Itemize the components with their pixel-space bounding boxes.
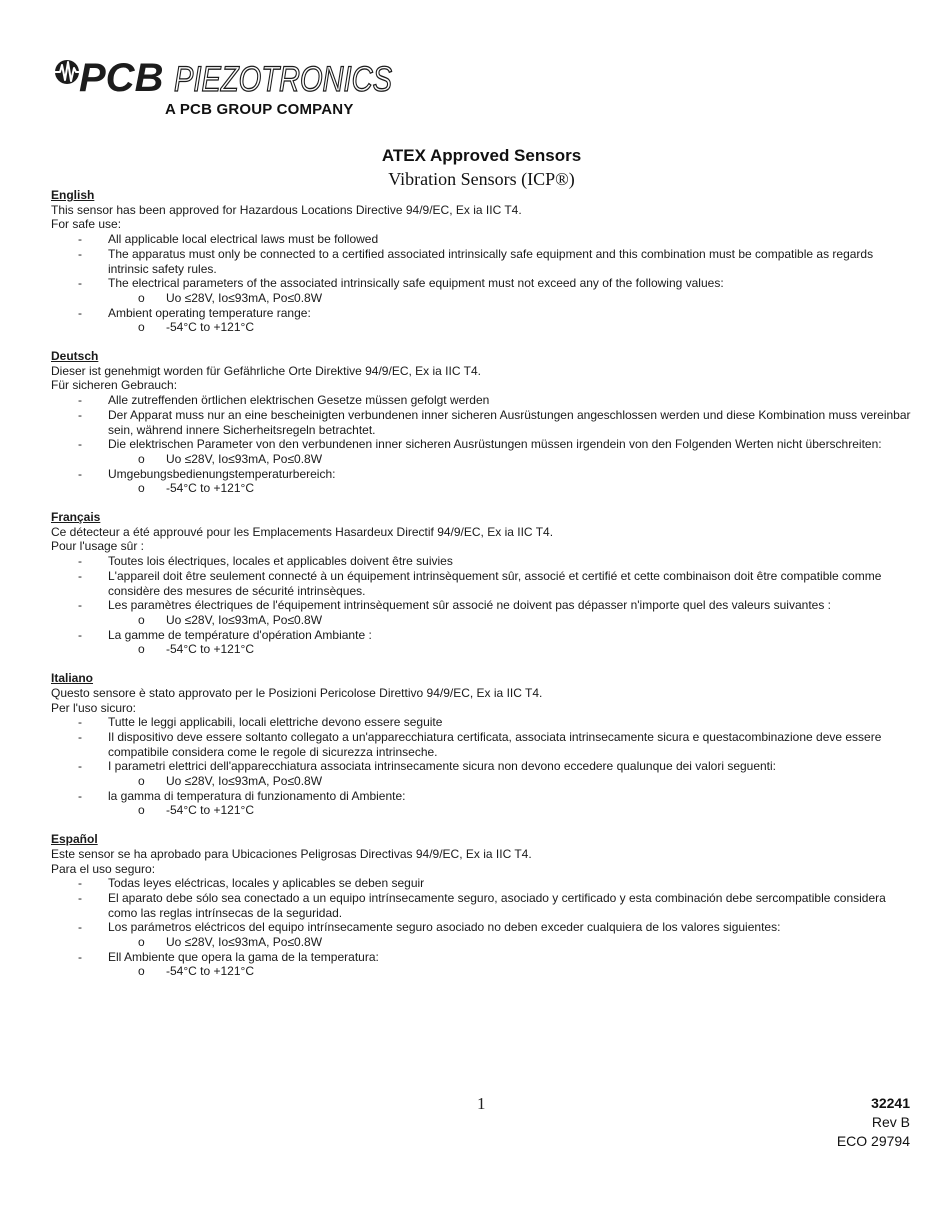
sub-list-item: o Uo ≤28V, Io≤93mA, Po≤0.8W [138,451,323,466]
sub-list [108,481,911,496]
section-language: Español [51,832,98,847]
eco-number: ECO 29794 [836,1133,910,1149]
section-espanol [51,832,911,979]
list-item-text: Der Apparat muss nur an eine bescheinigten verbundenen inner sicheren Ausrüstungen angeschlossen werden und diese Kombination muss vereinbar sein, während innere Sicherheitsregeln betrachtet. [108,407,911,437]
bullet-list [51,715,911,818]
list-item: - Ell Ambiente que opera la gama de la temperatura: o -54°C to +121°C [51,950,911,979]
list-item: - Die elektrischen Parameter von den verbundenen inner sicheren Ausrüstungen müssen irgendein von den Folgenden Werten nicht überschreiten: o Uo ≤28V, Io≤93mA, Po≤0.8W [51,437,911,466]
list-item: - Umgebungsbedienungstemperaturbereich: o -54°C to +121°C [51,467,911,496]
bullet-list [51,876,911,979]
sub-list [108,803,911,818]
list-item-text: The electrical parameters of the associated intrinsically safe equipment must not exceed any of the following values: [108,276,724,291]
list-item: - I parametri elettrici dell'apparecchiatura associata intrinsecamente sicura non devono eccedere qualunque dei valori seguenti: o Uo ≤28V, Io≤93mA, Po≤0.8W [51,759,911,788]
section-italiano [51,671,911,818]
list-item: - L'appareil doit être seulement connecté à un équipement intrinsèquement sûr, associé et certifié et cette combinaison doit être compatible comme considère des mesures de sécurité intrinsèques. [78,568,882,598]
sub-item-text: Uo ≤28V, Io≤93mA, Po≤0.8W [166,451,323,466]
list-item-text: Il dispositivo deve essere soltanto collegato a un'apparecchiatura certificata, associata intrinsecamente sicura e questacombinazione deve essere compatibile considera come le regole di sicurezza intrinseche. [108,729,882,759]
sub-list-item: o Uo ≤28V, Io≤93mA, Po≤0.8W [138,290,323,305]
sub-list-item: o -54°C to +121°C [138,320,254,335]
safe-use-heading: For safe use: [51,217,122,232]
section-francais [51,510,911,657]
document-title: ATEX Approved Sensors [381,146,582,165]
list-item-text: Alle zutreffenden örtlichen elektrischen Gesetze müssen gefolgt werden [108,393,490,408]
list-item: - Alle zutreffenden örtlichen elektrischen Gesetze müssen gefolgt werden [78,393,490,408]
pcb-logo-graphic [52,54,412,100]
list-item-text: Los parámetros eléctricos del equipo intrínsecamente seguro asociado no deben exceder cualquiera de los valores siguientes: [108,920,781,935]
approval-statement: This sensor has been approved for Hazardous Locations Directive 94/9/EC, Ex ia IIC T4. [51,202,522,217]
sub-list [108,452,911,467]
sub-list-item: o -54°C to +121°C [138,803,254,818]
section-english [51,188,911,335]
document-number: 32241 [871,1095,910,1111]
bullet-list [51,393,911,496]
list-item: - El aparato debe sólo sea conectado a un equipo intrínsecamente seguro, asociado y certificado y esta combinación debe sercompatible considera como las reglas intrínsecas de la seguridad. [78,890,886,920]
sub-list [108,935,911,950]
section-language: Français [51,510,101,525]
section-language: English [51,188,95,202]
list-item-text: El aparato debe sólo sea conectado a un equipo intrínsecamente seguro, asociado y certificado y esta combinación debe sercompatible considera como las reglas intrínsecas de la seguridad. [108,890,886,920]
sub-list [108,291,911,306]
list-item-text: la gamma di temperatura di funzionamento di Ambiente: [108,788,406,803]
bullet-list [51,232,911,335]
sub-list-item: o -54°C to +121°C [138,642,254,657]
list-item: - Der Apparat muss nur an eine bescheinigten verbundenen inner sicheren Ausrüstungen angeschlossen werden und diese Kombination muss vereinbar sein, während innere Sicherheitsregeln betrachtet. [78,407,911,437]
section-language: Deutsch [51,349,99,364]
sub-item-text: Uo ≤28V, Io≤93mA, Po≤0.8W [166,774,323,789]
list-item-text: Umgebungsbedienungstemperaturbereich: [108,466,336,481]
sub-list-item: o Uo ≤28V, Io≤93mA, Po≤0.8W [138,612,323,627]
revision: Rev B [871,1114,910,1130]
logo-brand: PCB [79,56,164,100]
sub-list-item: o -54°C to +121°C [138,481,254,496]
sub-list-item: o Uo ≤28V, Io≤93mA, Po≤0.8W [138,774,323,789]
list-item: - Les paramètres électriques de l'équipement intrinsèquement sûr associé ne doivent pas dépasser n'importe quel des valeurs suivantes : o Uo ≤28V, Io≤93mA, Po≤0.8W [51,598,911,627]
sub-item-text: -54°C to +121°C [166,803,254,818]
list-item-text: La gamme de température d'opération Ambiante : [108,627,372,642]
list-item-text: Ambient operating temperature range: [108,305,311,320]
sub-item-text: -54°C to +121°C [166,481,254,496]
list-item-text: The apparatus must only be connected to a certified associated intrinsically safe equipment and this combination must be compatible as regards intrinsic safety rules. [108,246,874,276]
sub-item-text: Uo ≤28V, Io≤93mA, Po≤0.8W [166,612,323,627]
logo-brand-suffix: PIEZOTRONICS [174,60,392,99]
safe-use-heading: Pour l'usage sûr : [51,539,145,554]
list-item: - The electrical parameters of the associated intrinsically safe equipment must not exceed any of the following values: o Uo ≤28V, Io≤93mA, Po≤0.8W [51,276,911,305]
list-item: - la gamma di temperatura di funzionamento di Ambiente: o -54°C to +121°C [51,789,911,818]
logo-tagline: A PCB GROUP COMPANY [165,101,354,118]
sub-list [108,964,911,979]
sub-item-text: -54°C to +121°C [166,642,254,657]
page-number: 1 [477,1094,486,1113]
list-item-text: L'appareil doit être seulement connecté à un équipement intrinsèquement sûr, associé et certifié et cette combinaison doit être compatible comme considère des mesures de sécurité intrinsèques. [108,568,882,598]
list-item: - Ambient operating temperature range: o -54°C to +121°C [51,306,911,335]
list-item-text: Die elektrischen Parameter von den verbundenen inner sicheren Ausrüstungen müssen irgendein von den Folgenden Werten nicht überschreiten: [108,437,882,452]
list-item-text: All applicable local electrical laws must be followed [108,232,379,247]
list-item-text: Todas leyes eléctricas, locales y aplicables se deben seguir [108,876,425,891]
list-item: - Il dispositivo deve essere soltanto collegato a un'apparecchiatura certificata, associata intrinsecamente sicura e questacombinazione deve essere compatibile considera come le regole di sicurezza intrinseche. [78,729,882,759]
list-item-text: Ell Ambiente que opera la gama de la temperatura: [108,949,379,964]
sub-list [108,774,911,789]
safe-use-heading: Per l'uso sicuro: [51,700,136,715]
bullet-list [51,554,911,657]
approval-statement: Questo sensore è stato approvato per le Posizioni Pericolose Direttivo 94/9/EC, Ex ia IIC T4. [51,685,543,700]
sub-list-item: o Uo ≤28V, Io≤93mA, Po≤0.8W [138,935,323,950]
sub-list [108,320,911,335]
safe-use-heading: Para el uso seguro: [51,861,156,876]
safe-use-heading: Für sicheren Gebrauch: [51,378,178,393]
sub-list [108,642,911,657]
approval-statement: Ce détecteur a été approuvé pour les Emplacements Hasardeux Directif 94/9/EC, Ex ia IIC T4. [51,524,554,539]
list-item: - Todas leyes eléctricas, locales y aplicables se deben seguir [78,876,425,891]
list-item: - All applicable local electrical laws must be followed [78,232,379,247]
section-deutsch [51,349,911,496]
list-item: - La gamme de température d'opération Ambiante : o -54°C to +121°C [51,628,911,657]
list-item: - Tutte le leggi applicabili, locali elettriche devono essere seguite [78,715,443,730]
approval-statement: Dieser ist genehmigt worden für Gefährliche Orte Direktive 94/9/EC, Ex ia IIC T4. [51,363,481,378]
sub-item-text: Uo ≤28V, Io≤93mA, Po≤0.8W [166,935,323,950]
list-item-text: I parametri elettrici dell'apparecchiatura associata intrinsecamente sicura non devono eccedere qualunque dei valori seguenti: [108,759,777,774]
sub-list-item: o -54°C to +121°C [138,964,254,979]
list-item-text: Tutte le leggi applicabili, locali elettriche devono essere seguite [108,715,443,730]
sub-item-text: Uo ≤28V, Io≤93mA, Po≤0.8W [166,290,323,305]
company-logo [52,54,412,120]
approval-statement: Este sensor se ha aprobado para Ubicaciones Peligrosas Directivas 94/9/EC, Ex ia IIC T4. [51,846,532,861]
sub-list [108,613,911,628]
document-body [51,188,911,993]
sub-item-text: -54°C to +121°C [166,964,254,979]
section-language: Italiano [51,671,94,686]
list-item: - Los parámetros eléctricos del equipo intrínsecamente seguro asociado no deben exceder cualquiera de los valores siguientes: o Uo ≤28V, Io≤93mA, Po≤0.8W [51,920,911,949]
list-item: - The apparatus must only be connected to a certified associated intrinsically safe equipment and this combination must be compatible as regards intrinsic safety rules. [78,246,874,276]
document-number-block [837,1094,910,1151]
list-item-text: Les paramètres électriques de l'équipement intrinsèquement sûr associé ne doivent pas dépasser n'importe quel des valeurs suivantes : [108,598,831,613]
document-subtitle: Vibration Sensors (ICP®) [388,169,575,189]
list-item: - Toutes lois électriques, locales et applicables doivent être suivies [78,554,453,569]
sub-item-text: -54°C to +121°C [166,320,254,335]
list-item-text: Toutes lois électriques, locales et applicables doivent être suivies [108,554,453,569]
